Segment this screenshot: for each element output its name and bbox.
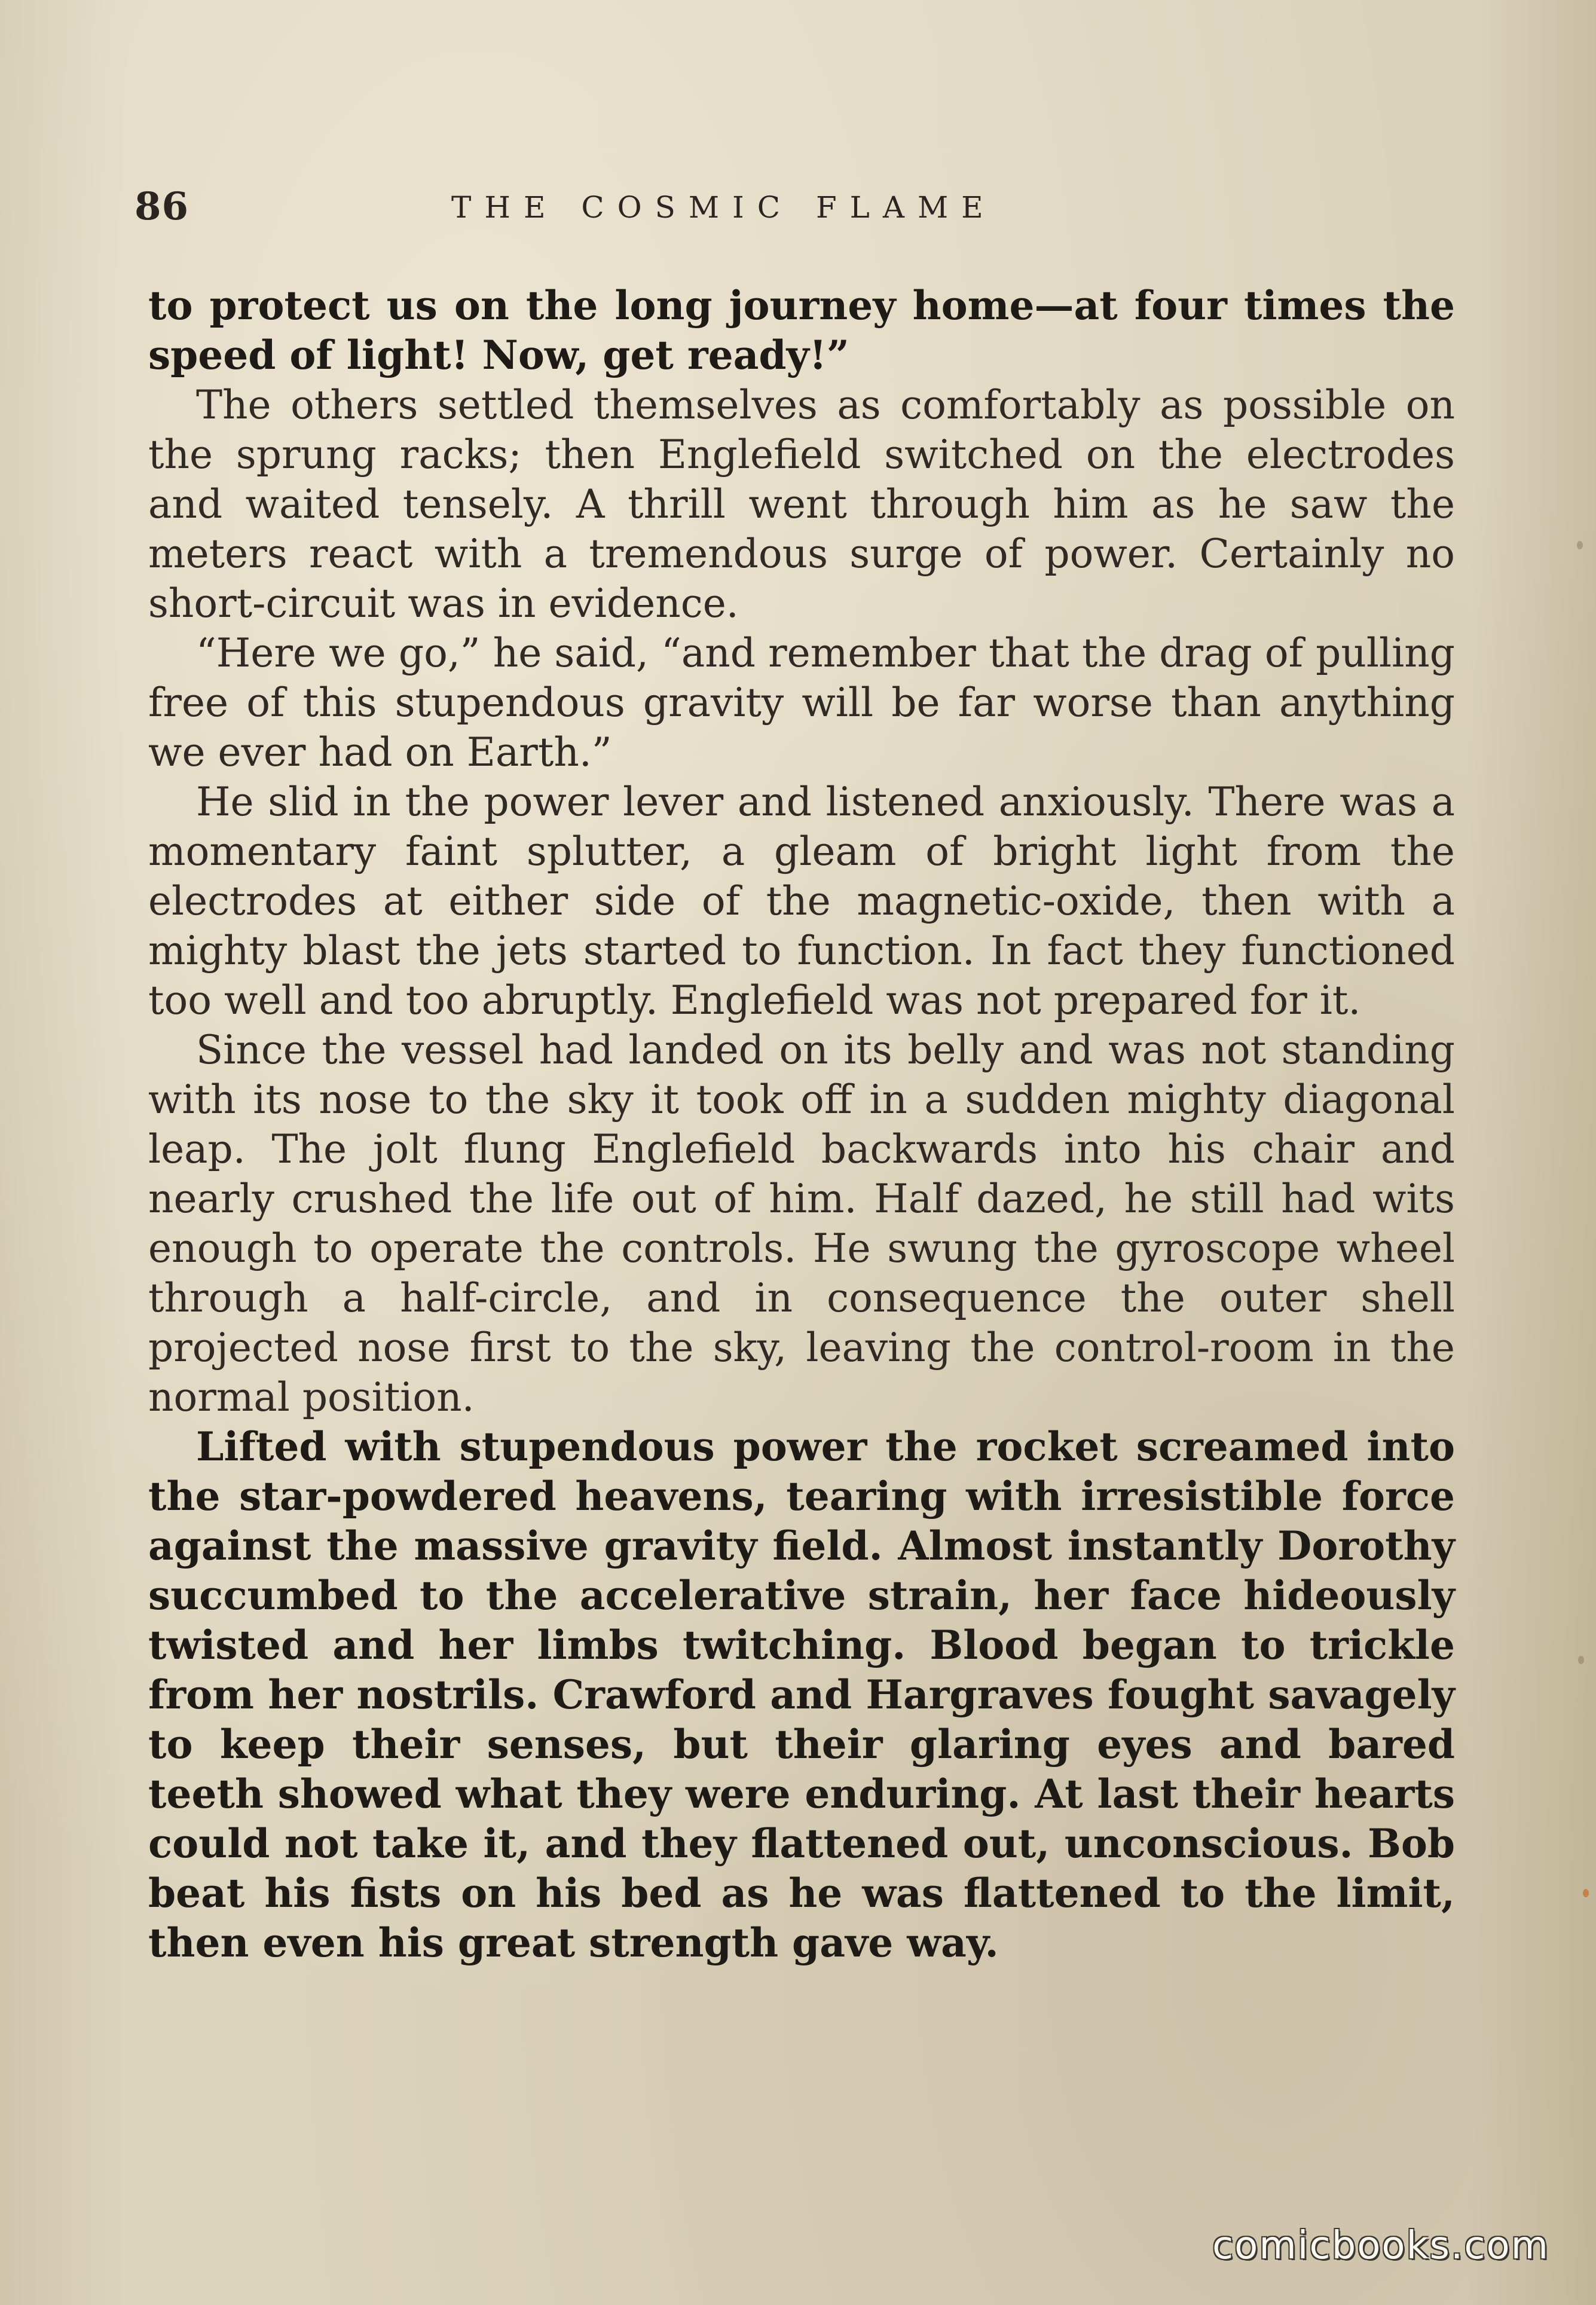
book-title: THE COSMIC FLAME xyxy=(451,190,996,225)
paragraph-5: Since the vessel had landed on its belly and was not standing with its nose to the sky it took off in a sudden mighty diagonal leap. The jolt flung Englefield backwards into his chair and nearly crushed the life out of him. Half dazed, he still had wits enough to operate the controls. He swung the gyroscope wheel through a half-circle, and in consequence the outer shell projected nose first to the sky, leaving the control-room in the normal position. xyxy=(148,1027,1455,1420)
paragraph-1: to protect us on the long journey home—at four times the speed of light! Now, get ready!” xyxy=(148,282,1455,378)
running-head xyxy=(134,179,1151,245)
paragraph-4: He slid in the power lever and listened anxiously. There was a momentary faint splutter, a gleam of bright light from the electrodes at either side of the magnetic-oxide, then with a mighty blast the jets started to function. In fact they functioned too well and too abruptly. Englefield was not prepared for it. xyxy=(148,779,1455,1023)
paragraph-6: Lifted with stupendous power the rocket screamed into the star-powdered heavens, tearing with irresistible force against the massive gravity field. Almost instantly Dorothy succumbed to the accelerative strain, her face hideously twisted and her limbs twitching. Blood began to trickle from her nostrils. Crawford and Hargraves fought savagely to keep their senses, but their glaring eyes and bared teeth showed what they were enduring. At last their hearts could not take it, and they flattened out, unconscious. Bob beat his fists on his bed as he was flattened to the limit, then even his great strength gave way. xyxy=(148,1423,1455,1966)
paper-speck xyxy=(1578,1656,1584,1664)
watermark-logo: comicbooks.com xyxy=(1212,2224,1549,2268)
paragraph-2: The others settled themselves as comfortably as possible on the sprung racks; then Englefield switched on the electrodes and waited tensely. A thrill went through him as he saw the meters react with a tremendous surge of power. Certainly no short-circuit was in evidence. xyxy=(148,382,1455,626)
paper-speck xyxy=(1577,541,1583,549)
page-number: 86 xyxy=(134,184,189,229)
paragraph-3: “Here we go,” he said, “and remember that the drag of pulling free of this stupendous gravity will be far worse than anything we ever had on Earth.” xyxy=(148,630,1455,775)
paper-speck xyxy=(1583,1889,1589,1897)
body-text xyxy=(148,281,1455,1968)
